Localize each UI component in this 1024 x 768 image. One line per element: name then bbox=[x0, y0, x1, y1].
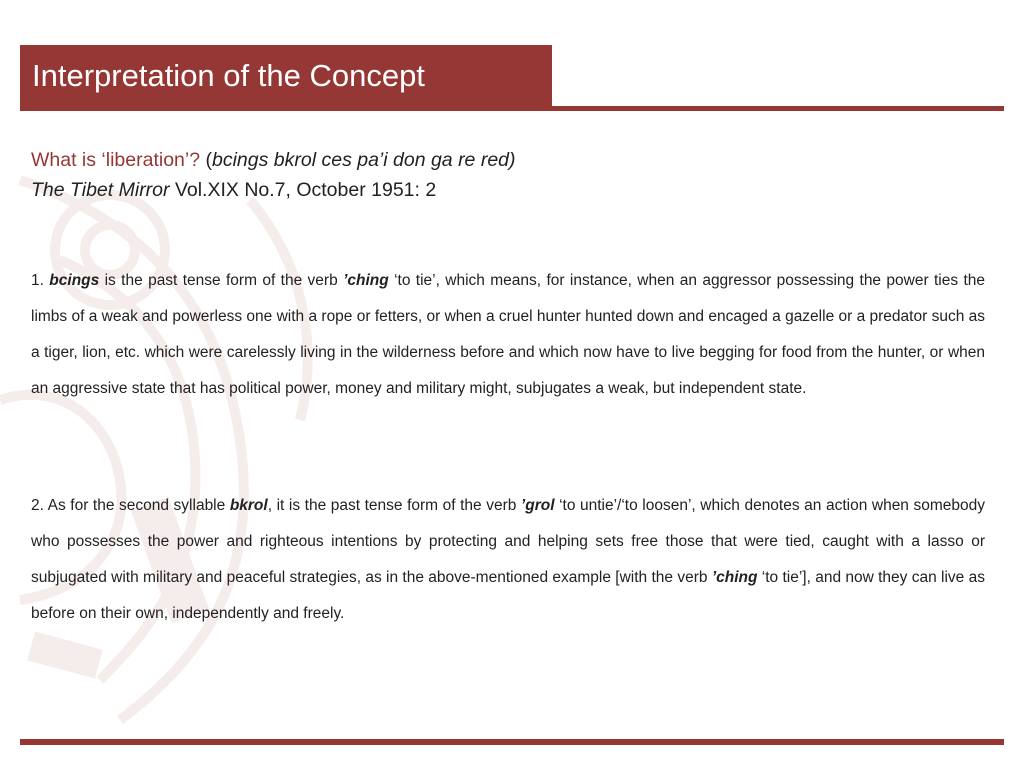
para2-text-1: , it is the past tense form of the verb bbox=[267, 497, 521, 514]
para1-prefix: 1. bbox=[31, 272, 50, 289]
title-divider bbox=[20, 106, 1004, 111]
subtitle-tibetan: bcings bkrol ces pa’i don ga re red) bbox=[212, 149, 516, 171]
para2-term-ching: ’ching bbox=[711, 569, 758, 586]
para2-text-3: ‘to tie’], and now they can live as before on their own, independently and freely. bbox=[31, 569, 985, 622]
para2-term-bkrol: bkrol bbox=[229, 497, 268, 514]
subtitle-paren-open: ( bbox=[205, 149, 212, 171]
footer-divider bbox=[20, 739, 1004, 745]
subtitle-question: What is ‘liberation’? bbox=[31, 149, 201, 171]
subtitle-line-1 bbox=[31, 145, 516, 175]
para2-term-grol: ’grol bbox=[520, 497, 555, 514]
para1-text-1: is the past tense form of the verb bbox=[99, 272, 344, 289]
university-seal-watermark bbox=[0, 140, 340, 740]
subtitle-block bbox=[31, 145, 516, 205]
paragraph-1 bbox=[31, 263, 985, 407]
subtitle-line-2 bbox=[31, 175, 516, 205]
source-title: The Tibet Mirror bbox=[31, 179, 170, 201]
title-bar bbox=[20, 45, 552, 109]
para1-term-ching: ’ching bbox=[343, 272, 389, 289]
para2-prefix: 2. As for the second syllable bbox=[31, 497, 230, 514]
slide-title: Interpretation of the Concept bbox=[32, 58, 425, 93]
para2-text-2: ‘to untie’/‘to loosen’, which denotes an action when somebody who possesses the power and righteous intentions by protecting and helping sets free those that were tied, caught with a lasso or subjugated with military and peaceful strategies, as in the above-mentioned example [with the verb bbox=[31, 497, 986, 586]
para1-text-2: ‘to tie’, which means, for instance, when an aggressor possessing the power ties the limbs of a weak and powerless one with a rope or fetters, or when a cruel hunter hunted down and encaged a gazelle or a predator such as a tiger, lion, etc. which were carelessly living in the wilderness before and which now have to live begging for food from the hunter, or when an aggressive state that has political power, money and military might, subjugates a weak, but independent state. bbox=[31, 272, 986, 397]
para1-term-bcings: bcings bbox=[49, 272, 100, 289]
paragraph-2 bbox=[31, 488, 985, 632]
source-details: Vol.XIX No.7, October 1951: 2 bbox=[169, 179, 437, 201]
